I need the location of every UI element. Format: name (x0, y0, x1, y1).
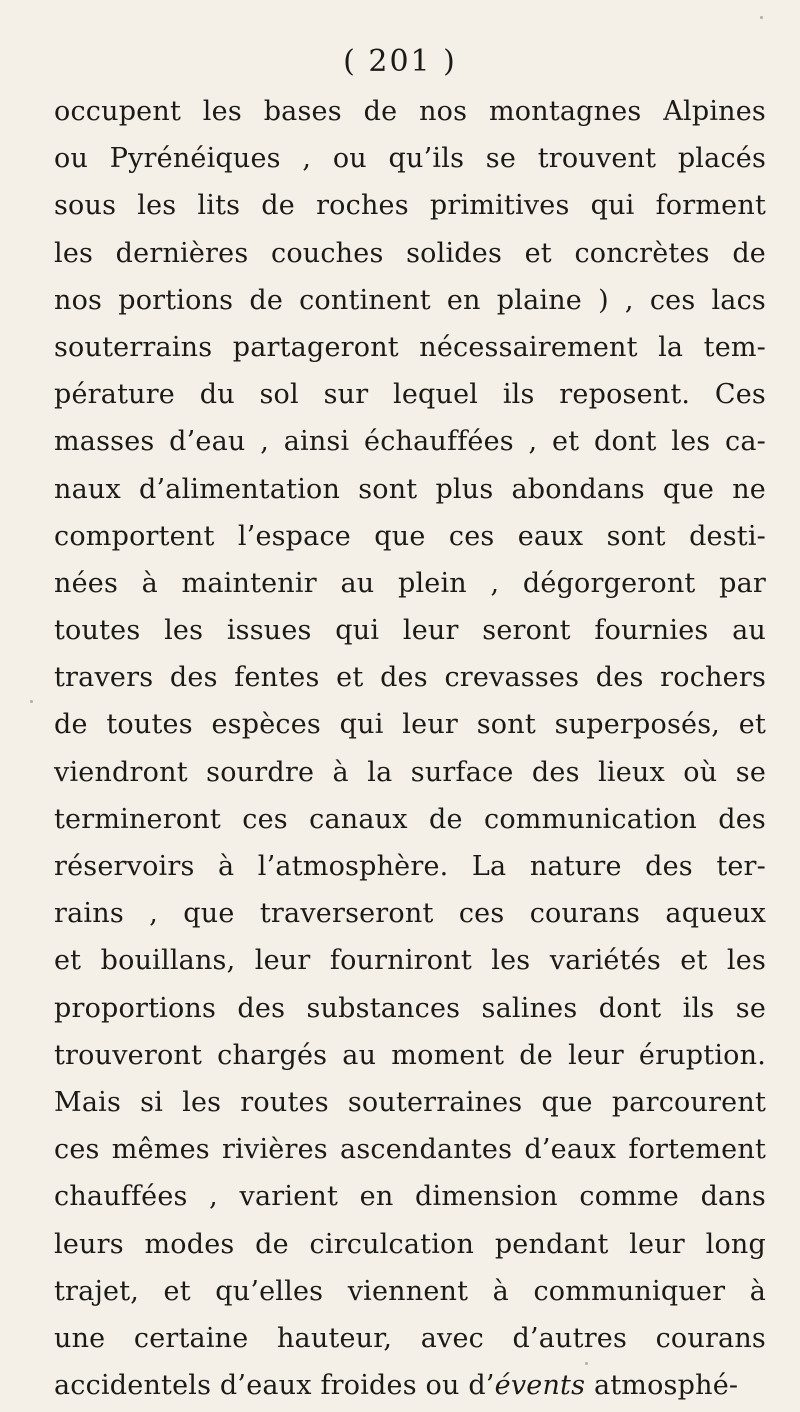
text-line: comportent l’espace que ces eaux sont desti- (54, 520, 766, 552)
text-line: trouveront chargés au moment de leur éruption. (54, 1039, 766, 1071)
text-line: de toutes espèces qui leur sont superposés, et (54, 709, 766, 741)
text-line: ou Pyrénéiques , ou qu’ils se trouvent placés (54, 143, 766, 175)
body-text (54, 88, 766, 1409)
text-segment: accidentels d’eaux froides ou d’ (54, 1370, 495, 1402)
text-line: ces mêmes rivières ascendantes d’eaux fortement (54, 1134, 766, 1166)
text-segment: atmosphé- (585, 1370, 739, 1402)
text-line: rains , que traverseront ces courans aqueux (54, 898, 766, 930)
text-line: masses d’eau , ainsi échauffées , et dont les ca- (54, 426, 766, 458)
paper-speck (585, 1362, 588, 1365)
text-line: réservoirs à l’atmosphère. La nature des ter- (54, 851, 766, 882)
page-number: ( 201 ) (343, 44, 457, 79)
paper-speck (30, 700, 33, 703)
text-line: les dernières couches solides et concrètes de (54, 237, 766, 269)
text-line: proportions des substances salines dont ils se (54, 992, 766, 1024)
text-line: nées à maintenir au plein , dégorgeront par (54, 567, 766, 599)
text-line: sous les lits de roches primitives qui forment (54, 190, 766, 222)
text-line: pérature du sol sur lequel ils reposent. Ces (54, 379, 766, 411)
paper-speck (760, 16, 763, 19)
text-line: chauffées , varient en dimension comme dans (54, 1181, 766, 1213)
text-line: naux d’alimentation sont plus abondans que ne (54, 473, 766, 505)
text-line-last (54, 1362, 766, 1409)
text-line: une certaine hauteur, avec d’autres courans (54, 1322, 766, 1354)
text-line: travers des fentes et des crevasses des rochers (54, 662, 766, 694)
text-line: et bouillans, leur fourniront les variétés et les (54, 945, 766, 977)
text-line: occupent les bases de nos montagnes Alpines (54, 96, 766, 127)
text-line: toutes les issues qui leur seront fournies au (54, 615, 766, 647)
text-line: trajet, et qu’elles viennent à communiquer à (54, 1275, 766, 1307)
italic-word: évents (494, 1370, 586, 1402)
text-line: souterrains partageront nécessairement la tem- (54, 331, 766, 363)
text-line: viendront sourdre à la surface des lieux où se (54, 756, 766, 788)
text-line: termineront ces canaux de communication des (54, 803, 766, 835)
text-line: nos portions de continent en plaine ) , ces lacs (54, 284, 766, 316)
text-line: leurs modes de circulcation pendant leur long (54, 1228, 766, 1260)
text-line: Mais si les routes souterraines que parcourent (54, 1086, 766, 1118)
